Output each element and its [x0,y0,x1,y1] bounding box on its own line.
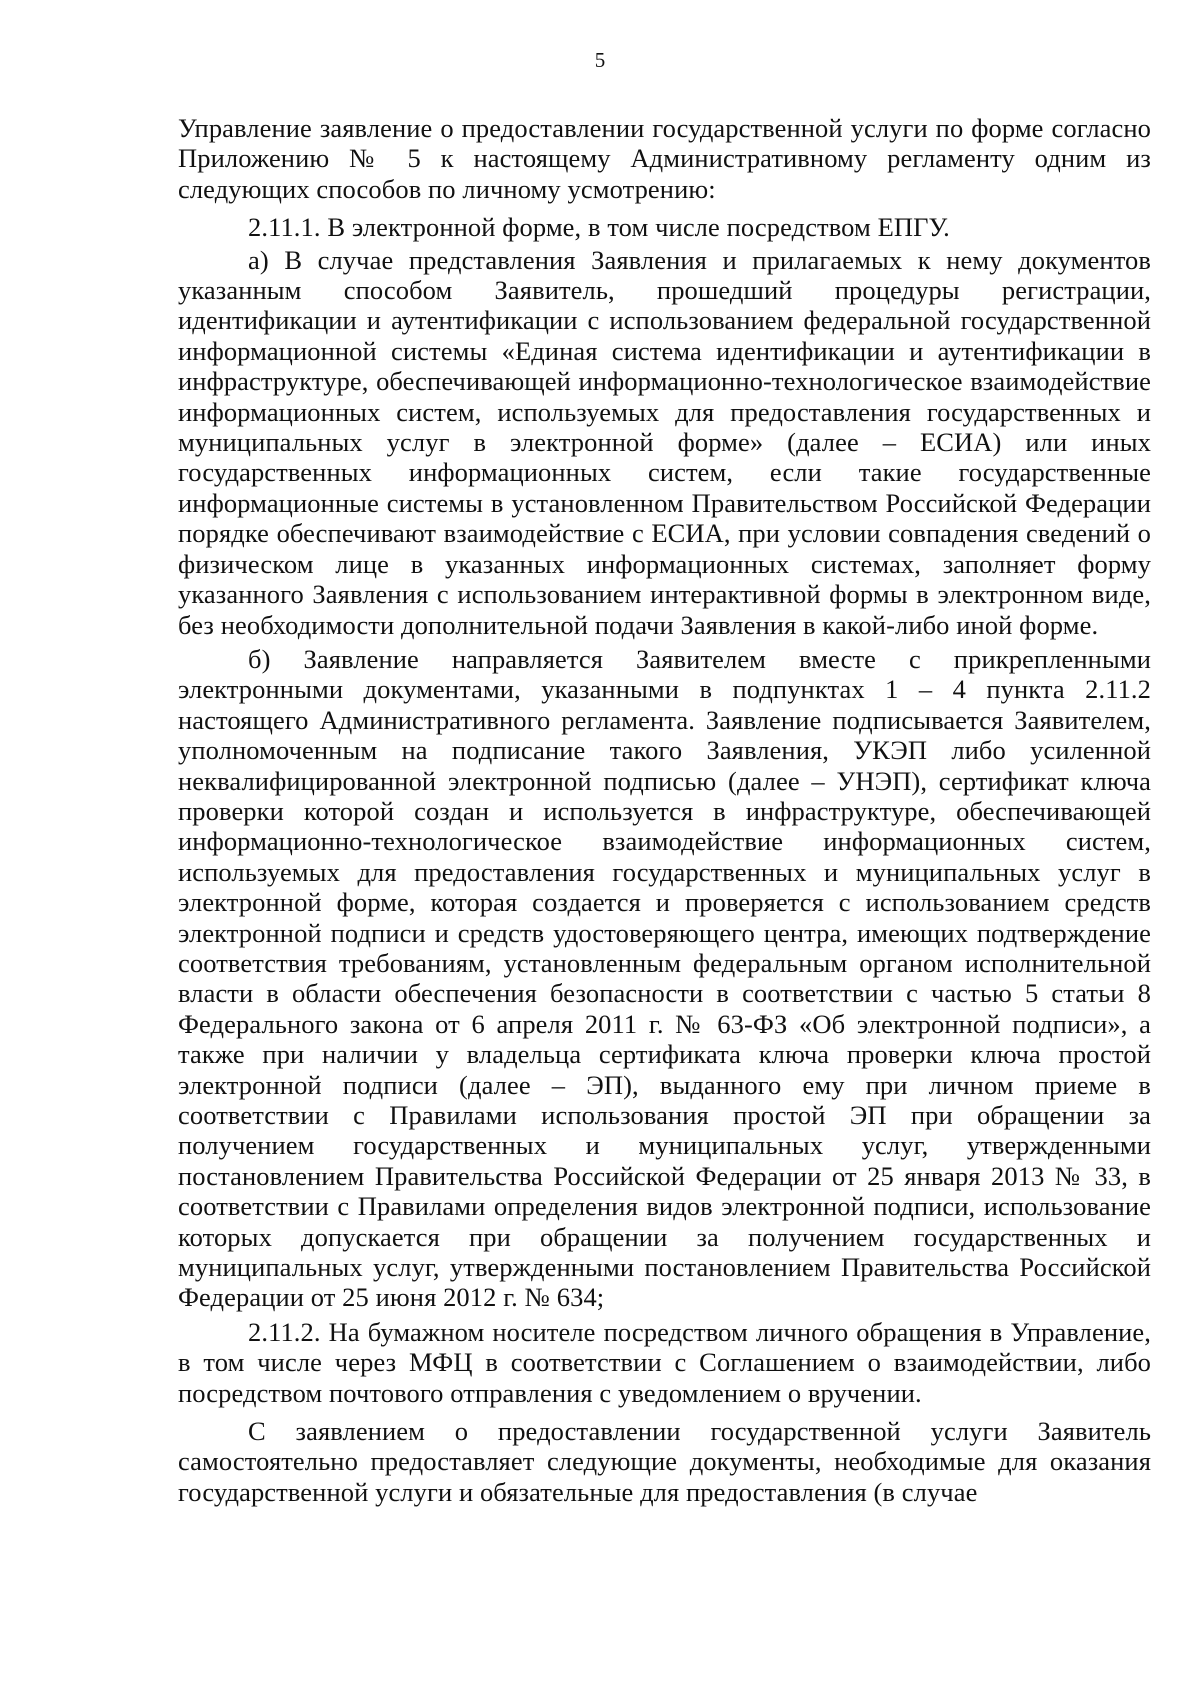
paragraph-documents: С заявлением о предоставлении государственной услуги Заявитель самостоятельно предоставляет следующие документы, необходимые для оказания государственной услуги и обязательные для предоставления (в случае [178,1416,1151,1507]
page-number: 5 [594,48,606,72]
paragraph-2-11-2: 2.11.2. На бумажном носителе посредством личного обращения в Управление, в том числе через МФЦ в соответствии с Соглашением о взаимодействии, либо посредством почтового отправления с уведомлением о вручении. [178,1316,1151,1408]
document-body [178,113,1151,1507]
paragraph-a: а) В случае представления Заявления и прилагаемых к нему документов указанным способом Заявитель, прошедший процедуры регистрации, идентификации и аутентификации с использованием федеральной государственной информационной системы «Единая система идентификации и аутентификации в инфраструктуре, обеспечивающей информационно-технологическое взаимодействие информационных систем, используемых для предоставления государственных и муниципальных услуг в электронной форме» (далее – ЕСИА) или иных государственных информационных систем, если такие государственные информационные системы в установленном Правительством Российской Федерации порядке обеспечивают взаимодействие с ЕСИА, при условии совпадения сведений о физическом лице в указанных информационных системах, заполняет форму указанного Заявления с использованием интерактивной формы в электронном виде, без необходимости дополнительной подачи Заявления в какой-либо иной форме. [178,244,1151,640]
paragraph-2-11-1: 2.11.1. В электронной форме, в том числе посредством ЕПГУ. [248,212,950,243]
paragraph-b: б) Заявление направляется Заявителем вместе с прикрепленными электронными документами, указанными в подпунктах 1 – 4 пункта 2.11.2 настоящего Административного регламента. Заявление подписывается Заявителем, уполномоченным на подписание такого Заявления, УКЭП либо усиленной неквалифицированной электронной подписью (далее – УНЭП), сертификат ключа проверки которой создан и используется в инфраструктуре, обеспечивающей информационно-технологическое взаимодействие информационных систем, используемых для предоставления государственных и муниципальных услуг в электронной форме, которая создается и проверяется с использованием средств электронной подписи и средств удостоверяющего центра, имеющих подтверждение соответствия требованиям, установленным федеральным органом исполнительной власти в области обеспечения безопасности в соответствии с частью 5 статьи 8 Федерального закона от 6 апреля 2011 г. № 63-ФЗ «Об электронной подписи», а также при наличии у владельца сертификата ключа проверки ключа простой электронной подписи (далее – ЭП), выданного ему при личном приеме в соответствии с Правилами использования простой ЭП при обращении за получением государственных и муниципальных услуг, утвержденными постановлением Правительства Российской Федерации от 25 января 2013 № 33, в соответствии с Правилами определения видов электронной подписи, использование которых допускается при обращении за получением государственных и муниципальных услуг, утвержденными постановлением Правительства Российской Федерации от 25 июня 2012 г. № 634; [178,643,1151,1313]
paragraph-intro: Управление заявление о предоставлении государственной услуги по форме согласно Приложению № 5 к настоящему Административному регламенту одним из следующих способов по личному усмотрению: [178,113,1151,204]
